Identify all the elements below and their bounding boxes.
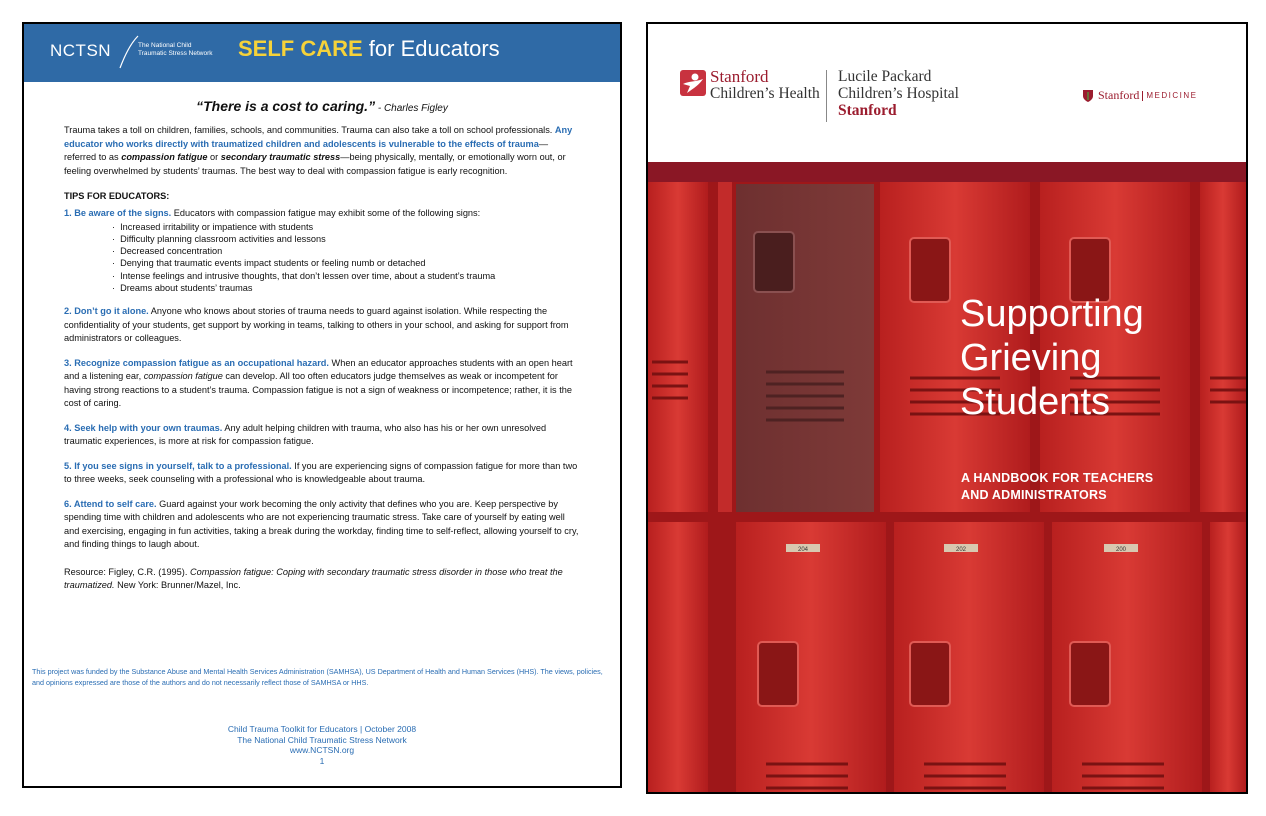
footer-toolkit: Child Trauma Toolkit for Educators | October 2008 bbox=[227, 724, 417, 734]
list-item: · Increased irritability or impatience with students bbox=[112, 221, 580, 233]
title-rest: for Educators bbox=[362, 36, 500, 61]
swoosh-icon bbox=[116, 34, 140, 70]
term-compassion-fatigue: compassion fatigue bbox=[121, 152, 208, 162]
logo-lucile-packard: Lucile Packard bbox=[838, 68, 932, 85]
title-line: Students bbox=[960, 381, 1110, 423]
nctsn-logo-text: NCTSN bbox=[50, 41, 112, 60]
tip-heading: 3. Recognize compassion fatigue as an occupational hazard. bbox=[64, 357, 329, 368]
shield-icon bbox=[1082, 89, 1094, 103]
list-item: · Decreased concentration bbox=[112, 245, 580, 257]
locker-number: 204 bbox=[797, 547, 809, 553]
quote-author: - Charles Figley bbox=[375, 103, 448, 114]
citation-lead: Resource: Figley, C.R. (1995). bbox=[64, 566, 190, 577]
stanford-medicine-logo bbox=[1082, 88, 1197, 103]
resource-citation bbox=[64, 566, 580, 593]
citation-title: Compassion fatigue: Coping with secondary traumatic stress disorder in those who treat the traumatized. bbox=[64, 566, 563, 591]
term-secondary-stress: secondary traumatic stress bbox=[220, 152, 341, 162]
tips-heading: TIPS FOR EDUCATORS: bbox=[64, 191, 170, 201]
tip-4 bbox=[64, 422, 580, 449]
title-accent: SELF CARE bbox=[238, 36, 363, 61]
tip-body: can develop. All too often educators judge themselves as weak or incompetent for having strong reactions to a student’s trauma. Compassion fatigue is not a sign of weakness or incompetence; rather, it is the cost of caring. bbox=[64, 371, 572, 409]
self-care-document bbox=[22, 22, 622, 788]
tip-emphasis: compassion fatigue bbox=[143, 371, 223, 382]
page-number: 1 bbox=[319, 755, 325, 766]
quote bbox=[24, 98, 620, 114]
locker-number: 202 bbox=[955, 547, 967, 553]
tip-heading: 5. If you see signs in yourself, talk to a professional. bbox=[64, 460, 292, 471]
stanford-childrens-logo bbox=[710, 68, 820, 102]
list-item: · Intense feelings and intrusive thoughts, that don’t lessen over time, about a student’s trauma bbox=[112, 270, 580, 282]
nctsn-full-name: The National Child Traumatic Stress Network bbox=[138, 42, 213, 57]
cover-title bbox=[960, 292, 1144, 424]
tip-body: Anyone who knows about stories of trauma needs to guard against isolation. While respecting the confidentiality of your students, get support by working in teams, talking to others in your school, and asking for support from administrators or colleagues. bbox=[64, 306, 569, 344]
tip-6 bbox=[64, 498, 580, 552]
citation-publisher: New York: Brunner/Mazel, Inc. bbox=[114, 580, 241, 591]
tip-heading: 1. Be aware of the signs. bbox=[64, 208, 172, 218]
header-stripe bbox=[648, 162, 1246, 182]
logo-childrens-hospital: Children’s Hospital bbox=[838, 85, 959, 102]
logo-stanford-bold: Stanford bbox=[838, 102, 897, 119]
intro-text: —referred to as bbox=[64, 138, 548, 162]
intro-highlight: Any educator who works directly with traumatized children and adolescents is vulnerable to the effects of trauma bbox=[64, 125, 573, 149]
page-title bbox=[238, 36, 500, 62]
list-item: · Dreams about students’ traumas bbox=[112, 282, 580, 294]
list-item: · Difficulty planning classroom activities and lessons bbox=[112, 233, 580, 245]
logo-stanford: Stanford bbox=[710, 67, 769, 86]
title-line: Supporting bbox=[960, 293, 1144, 335]
grieving-students-cover bbox=[646, 22, 1248, 794]
tip-3 bbox=[64, 357, 580, 411]
tip-body: When an educator approaches students with an open heart and a listening ear, bbox=[64, 357, 573, 382]
tip-body: Any adult helping children with trauma, who also has his or her own unresolved traumatic experiences, is more at risk for compassion fatigue. bbox=[64, 422, 547, 447]
tip-body: Guard against your work becoming the only activity that defines who you are. Keep perspective by spending time with children and adolescents who are not experiencing traumatic stress. Take care of yourself by eating well and exercising, engaging in fun activities, taking a break during the workday, finding time to self-reflect, allowing yourself to cry, and finding things to laugh about. bbox=[64, 498, 579, 550]
tip-body: If you are experiencing signs of compassion fatigue for more than two to three weeks, seek counseling with a professional who is knowledgeable about trauma. bbox=[64, 460, 578, 485]
logo-divider bbox=[826, 70, 827, 122]
logo-stanford-medicine-name: Stanford bbox=[1098, 88, 1140, 102]
locker-number: 200 bbox=[1115, 547, 1127, 553]
footer-url[interactable]: www.NCTSN.org bbox=[289, 745, 355, 755]
subtitle-line: A HANDBOOK FOR TEACHERS bbox=[961, 471, 1154, 485]
cover-header bbox=[648, 24, 1246, 162]
intro-text: or bbox=[207, 152, 221, 162]
tip-heading: 2. Don’t go it alone. bbox=[64, 306, 149, 317]
logo-medicine: MEDICINE bbox=[1146, 91, 1198, 100]
intro-text: —being physically, mentally, or emotionally worn out, or feeling overwhelmed by students’ traumas. The best way to deal with compassion fatigue is early recognition. bbox=[64, 152, 566, 176]
list-item: · Denying that traumatic events impact students or feeling numb or detached bbox=[112, 257, 580, 269]
header-banner bbox=[24, 24, 620, 82]
signs-list bbox=[64, 221, 580, 295]
funding-note: This project was funded by the Substance Abuse and Mental Health Services Administration (SAMHSA), US Department of Health and Human Services (HHS). The views, policies, and opinions expressed are those of the authors and do not necessarily reflect those of SAMHSA or HHS. bbox=[32, 667, 603, 687]
lucile-packard-logo bbox=[838, 68, 959, 119]
footer-org: The National Child Traumatic Stress Network bbox=[237, 734, 407, 745]
lockers-photo bbox=[648, 182, 1246, 794]
intro-paragraph bbox=[64, 124, 580, 178]
page-footer bbox=[24, 724, 620, 766]
quote-text: “There is a cost to caring.” bbox=[196, 98, 376, 114]
tip-heading: 6. Attend to self care. bbox=[64, 498, 157, 509]
stanford-childrens-logo-icon bbox=[680, 70, 706, 98]
logo-divider bbox=[1142, 91, 1143, 101]
intro-text: Trauma takes a toll on children, families, schools, and communities. Trauma can also take a toll on school professionals. bbox=[64, 125, 555, 135]
title-line: Grieving bbox=[960, 337, 1102, 379]
tip-1 bbox=[64, 207, 580, 294]
lockers-illustration bbox=[648, 182, 1246, 794]
logo-childrens-health: Children’s Health bbox=[710, 85, 820, 102]
subtitle-line: AND ADMINISTRATORS bbox=[961, 488, 1107, 502]
tip-5 bbox=[64, 460, 580, 487]
tip-2 bbox=[64, 305, 580, 346]
tip-heading: 4. Seek help with your own traumas. bbox=[64, 422, 223, 433]
cover-subtitle bbox=[961, 470, 1153, 504]
tip-body: Educators with compassion fatigue may exhibit some of the following signs: bbox=[171, 208, 481, 218]
